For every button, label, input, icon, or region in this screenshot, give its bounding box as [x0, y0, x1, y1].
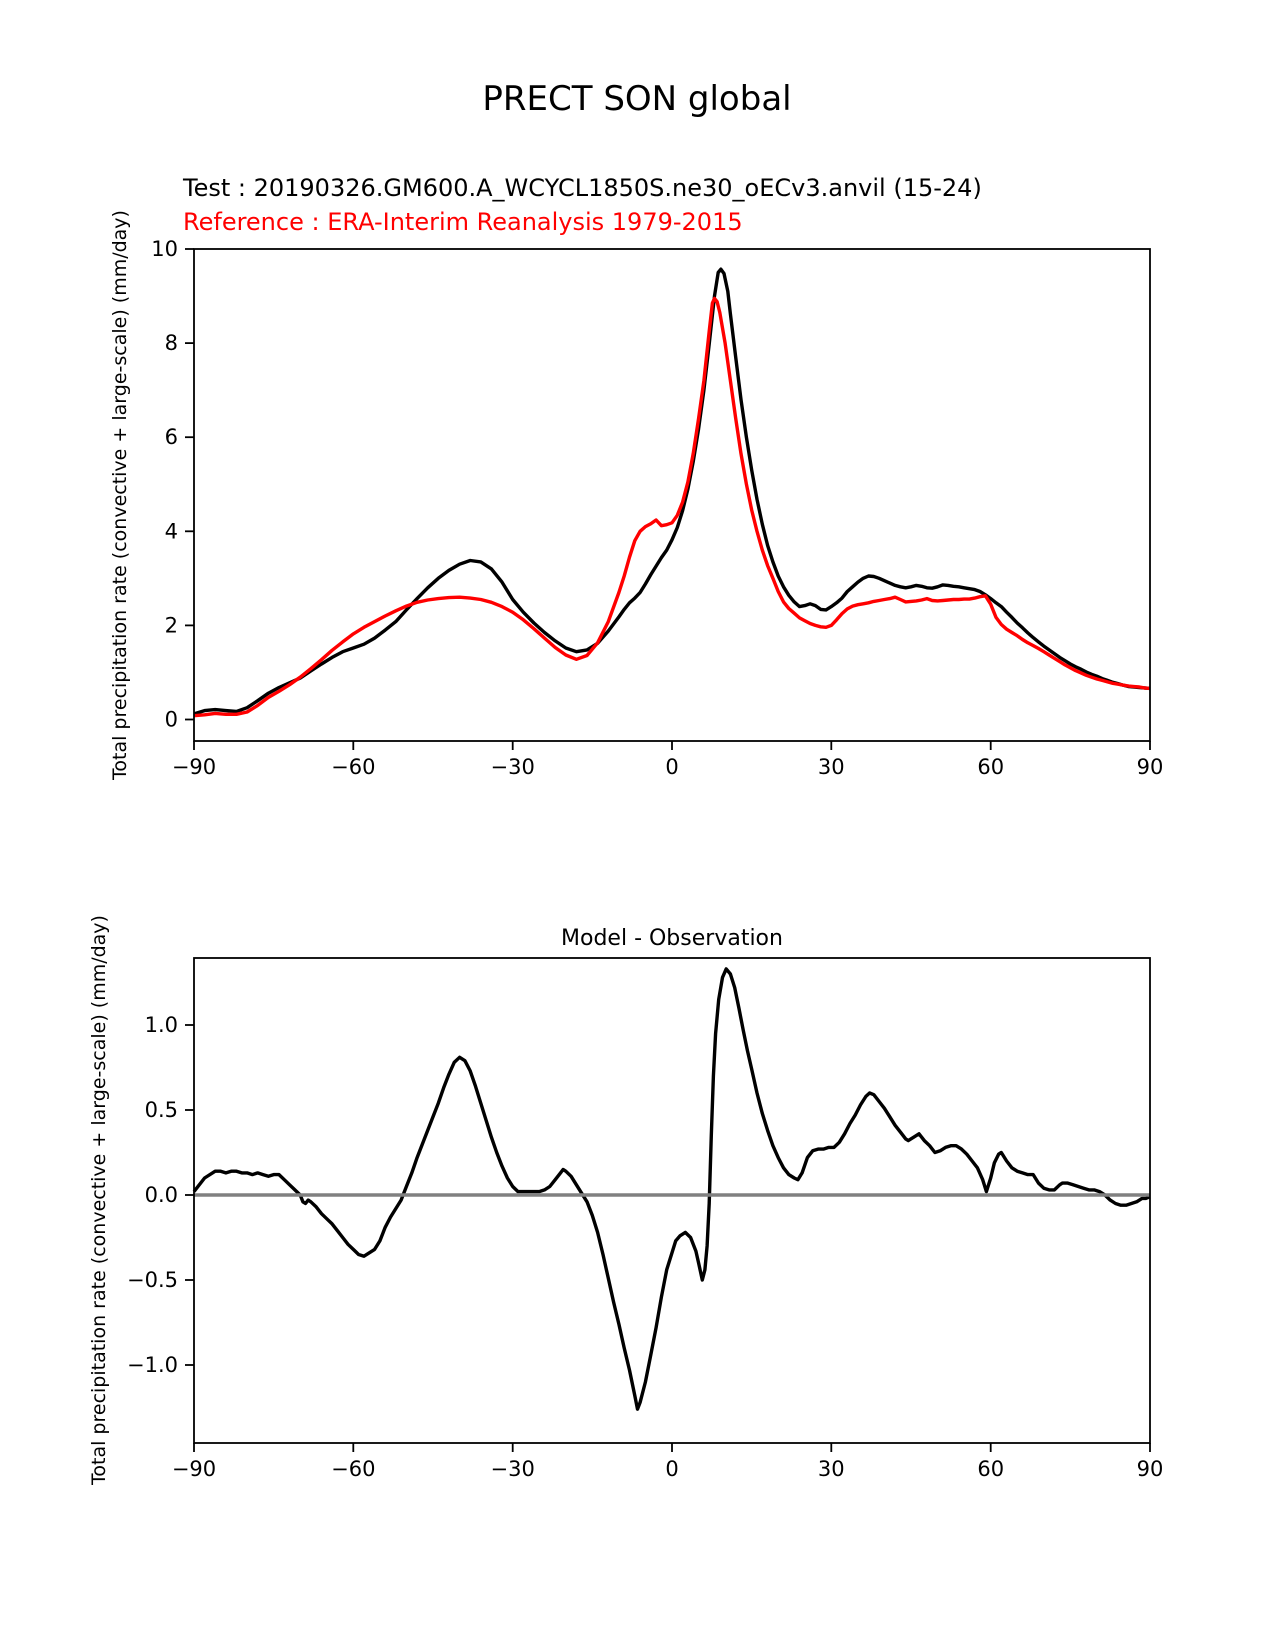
y-tick-label: 1.0: [144, 1013, 178, 1037]
y-tick-label: 2: [164, 613, 178, 638]
x-tick-label: 30: [817, 755, 845, 780]
x-tick-label: 60: [977, 1457, 1005, 1482]
y-tick-label: 8: [164, 331, 178, 356]
figure-title: PRECT SON global: [482, 79, 792, 119]
x-tick-label: 60: [977, 755, 1005, 780]
axes-frame: [194, 958, 1150, 1443]
x-tick-label: −90: [171, 1457, 217, 1482]
test-run-label: Test : 20190326.GM600.A_WCYCL1850S.ne30_oECv3.anvil (15-24): [183, 174, 982, 202]
x-tick-label: −60: [331, 1457, 376, 1482]
axes-frame: [194, 249, 1150, 741]
y-tick-label: 6: [164, 425, 178, 450]
y-tick-label: 0.0: [144, 1183, 178, 1207]
y-axis-label-bottom: Total precipitation rate (convective + large-scale) (mm/day): [88, 915, 110, 1485]
x-tick-label: −30: [490, 1457, 535, 1482]
x-tick-label: −90: [171, 755, 217, 780]
axes-model-minus-observation: [127, 958, 1163, 1481]
x-tick-label: −30: [490, 755, 535, 780]
axes-total-precipitation: [151, 237, 1163, 779]
y-tick-label: 4: [164, 519, 178, 544]
curve-model-minus-observation-0: [194, 969, 1150, 1409]
y-tick-label: 0: [164, 707, 178, 732]
x-tick-label: −60: [331, 755, 376, 780]
y-tick-label: 0.5: [144, 1098, 178, 1122]
x-tick-label: 90: [1136, 1457, 1164, 1482]
reference-run-label: Reference : ERA-Interim Reanalysis 1979-2015: [183, 208, 743, 236]
y-axis-label-top: Total precipitation rate (convective + large-scale) (mm/day): [109, 210, 131, 780]
y-tick-label: −0.5: [127, 1268, 178, 1292]
y-tick-label: 10: [151, 237, 178, 261]
x-tick-label: 0: [665, 755, 679, 780]
x-tick-label: 90: [1136, 755, 1164, 780]
y-tick-label: −1.0: [127, 1353, 178, 1377]
difference-plot-title: Model - Observation: [561, 926, 783, 951]
x-tick-label: 30: [817, 1457, 845, 1482]
x-tick-label: 0: [665, 1457, 679, 1482]
